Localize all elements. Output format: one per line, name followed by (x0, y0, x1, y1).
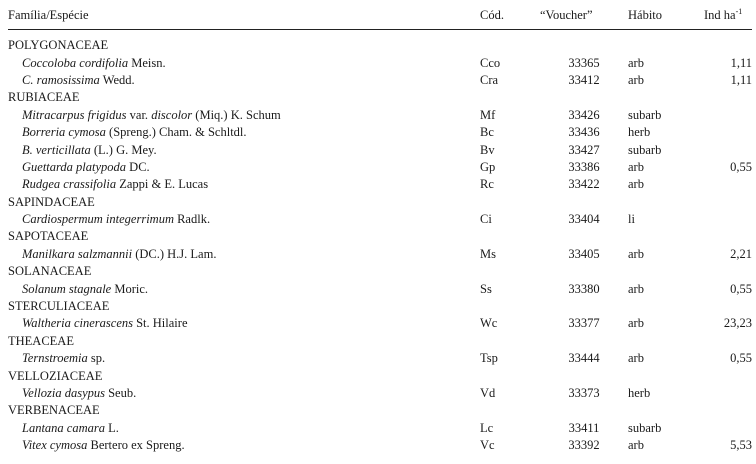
species-author: Zappi & E. Lucas (116, 177, 209, 192)
family-row (8, 263, 752, 280)
header-spacer (8, 30, 752, 38)
species-code: Vd (480, 386, 496, 400)
species-name: Ternstroemia (22, 351, 88, 366)
species-habit: arb (628, 316, 644, 331)
species-row (8, 159, 752, 176)
species-row (8, 141, 752, 158)
species-author: (Spreng.) Cham. & Schltdl. (105, 125, 247, 140)
family-name: SAPOTACEAE (8, 229, 89, 244)
species-code: Lc (480, 420, 494, 435)
species-voucher: 33422 (568, 177, 600, 192)
species-voucher: 33412 (568, 72, 600, 87)
species-name: Cardiospermum integerrimum (22, 212, 174, 227)
family-name: THEACEAE (8, 333, 74, 348)
species-habit: arb (628, 55, 644, 70)
species-author: Bertero ex Spreng. (87, 438, 185, 453)
species-habit: herb (628, 125, 651, 140)
species-code: Gp (480, 159, 496, 174)
species-code: Bc (480, 125, 494, 140)
species-variety-author: (Miq.) K. Schum (192, 107, 281, 122)
species-ind-ha (704, 141, 752, 158)
species-row (8, 72, 752, 89)
species-row (8, 246, 752, 263)
species-name-cell (8, 437, 480, 454)
species-voucher: 33427 (568, 142, 600, 157)
header-habit: Hábito (628, 2, 704, 30)
family-row (8, 402, 752, 419)
species-habit: arb (628, 177, 644, 192)
species-author: Wedd. (99, 72, 135, 87)
family-row (8, 194, 752, 211)
species-ind-ha: 0,55 (730, 281, 752, 296)
species-row (8, 437, 752, 454)
species-habit: arb (628, 351, 644, 366)
species-name: Mitracarpus frigidus (22, 107, 127, 122)
species-author: Radlk. (173, 212, 211, 227)
family-row (8, 37, 752, 54)
family-row (8, 298, 752, 315)
species-voucher: 33426 (568, 107, 600, 122)
species-name: C. ramosissima (22, 72, 100, 87)
species-name: Rudgea crassifolia (22, 177, 117, 192)
species-ind-ha (704, 385, 752, 402)
header-code: Cód. (480, 2, 540, 30)
family-row (8, 89, 752, 106)
header-ind-ha (704, 2, 752, 30)
species-ind-ha (704, 176, 752, 193)
species-code: Bv (480, 142, 495, 157)
species-code: Ci (480, 212, 492, 227)
species-ind-ha (704, 211, 752, 228)
header-family-species: Família/Espécie (8, 2, 480, 30)
species-author: St. Hilaire (132, 316, 188, 331)
species-habit: subarb (628, 107, 662, 122)
species-voucher: 33392 (568, 438, 600, 453)
species-code: Cra (480, 72, 499, 87)
species-row (8, 176, 752, 193)
family-row (8, 228, 752, 245)
species-voucher: 33436 (568, 125, 600, 140)
species-name-cell (8, 72, 480, 89)
species-ind-ha (704, 107, 752, 124)
species-voucher: 33404 (568, 212, 600, 227)
family-name: POLYGONACEAE (8, 38, 109, 53)
species-name: Borreria cymosa (22, 125, 106, 140)
species-code: Ms (480, 246, 496, 261)
header-voucher: “Voucher” (540, 2, 628, 30)
species-name-cell (8, 246, 480, 263)
species-habit: arb (628, 159, 644, 174)
species-row (8, 420, 752, 437)
species-name: Guettarda platypoda (22, 159, 127, 174)
species-author: Seub. (104, 386, 137, 400)
header-ind-superscript: -1 (735, 6, 743, 16)
species-ind-ha: 1,11 (730, 72, 752, 87)
species-habit: li (628, 212, 635, 227)
species-ind-ha: 0,55 (730, 351, 752, 366)
species-name: Solanum stagnale (22, 281, 112, 296)
species-habit: subarb (628, 420, 662, 435)
species-name-cell (8, 107, 480, 124)
species-voucher: 33405 (568, 246, 600, 261)
species-code: Vc (480, 438, 495, 453)
species-variety: discolor (151, 107, 193, 122)
species-code: Mf (480, 107, 496, 122)
species-habit: arb (628, 438, 644, 453)
species-author: (DC.) H.J. Lam. (132, 246, 217, 261)
species-voucher: 33365 (568, 55, 600, 70)
species-name-cell (8, 385, 480, 402)
family-row (8, 367, 752, 384)
species-row (8, 107, 752, 124)
species-ind-ha: 5,53 (730, 438, 752, 453)
species-author: DC. (126, 159, 150, 174)
family-name: SAPINDACEAE (8, 194, 95, 209)
header-ind-label: Ind ha (704, 8, 736, 22)
family-name: SOLANACEAE (8, 264, 92, 279)
species-author: Moric. (111, 281, 149, 296)
species-habit: arb (628, 246, 644, 261)
species-name: Vitex cymosa (22, 438, 88, 453)
family-row (8, 333, 752, 350)
species-row (8, 385, 752, 402)
species-author: L. (105, 420, 119, 435)
species-name: Manilkara salzmannii (22, 246, 133, 261)
species-voucher: 33373 (568, 386, 600, 400)
species-voucher: 33444 (568, 351, 600, 366)
table-body (8, 30, 752, 455)
species-name-cell (8, 159, 480, 176)
species-name: Coccoloba cordifolia (22, 55, 129, 70)
family-name: STERCULIACEAE (8, 299, 110, 314)
species-author: (L.) G. Mey. (90, 142, 157, 157)
species-name-cell (8, 54, 480, 71)
species-row (8, 350, 752, 367)
species-table (8, 2, 752, 454)
species-voucher: 33380 (568, 281, 600, 296)
species-name-cell (8, 350, 480, 367)
species-name-cell (8, 420, 480, 437)
species-author: var. (126, 107, 152, 122)
family-name: VERBENACEAE (8, 403, 100, 418)
species-row (8, 211, 752, 228)
species-name-cell (8, 280, 480, 297)
species-habit: herb (628, 386, 651, 400)
species-ind-ha: 2,21 (730, 246, 752, 261)
species-ind-ha (704, 124, 752, 141)
species-name: Lantana camara (22, 420, 105, 435)
species-row (8, 280, 752, 297)
species-ind-ha: 1,11 (730, 55, 752, 70)
species-code: Ss (480, 281, 492, 296)
species-code: Cco (480, 55, 501, 70)
species-ind-ha: 23,23 (723, 316, 752, 331)
species-habit: arb (628, 281, 644, 296)
species-voucher: 33386 (568, 159, 600, 174)
species-row (8, 315, 752, 332)
family-name: RUBIACEAE (8, 90, 80, 105)
species-name-cell (8, 315, 480, 332)
species-voucher: 33377 (568, 316, 600, 331)
species-author: sp. (87, 351, 106, 366)
species-ind-ha: 0,55 (730, 159, 752, 174)
species-habit: subarb (628, 142, 662, 157)
species-voucher: 33411 (568, 420, 600, 435)
species-code: Wc (480, 316, 498, 331)
species-row (8, 124, 752, 141)
species-code: Tsp (480, 351, 498, 366)
species-name: Vellozia dasypus (22, 386, 105, 400)
species-ind-ha (704, 420, 752, 437)
species-name-cell (8, 176, 480, 193)
species-name-cell (8, 141, 480, 158)
header-row (8, 2, 752, 30)
table-header (8, 2, 752, 30)
species-name-cell (8, 124, 480, 141)
species-row (8, 54, 752, 71)
species-habit: arb (628, 72, 644, 87)
species-author: Meisn. (128, 55, 166, 70)
species-name-cell (8, 211, 480, 228)
species-name: B. verticillata (22, 142, 91, 157)
species-name: Waltheria cinerascens (22, 316, 133, 331)
family-name: VELLOZIACEAE (8, 368, 103, 383)
species-code: Rc (480, 177, 494, 192)
